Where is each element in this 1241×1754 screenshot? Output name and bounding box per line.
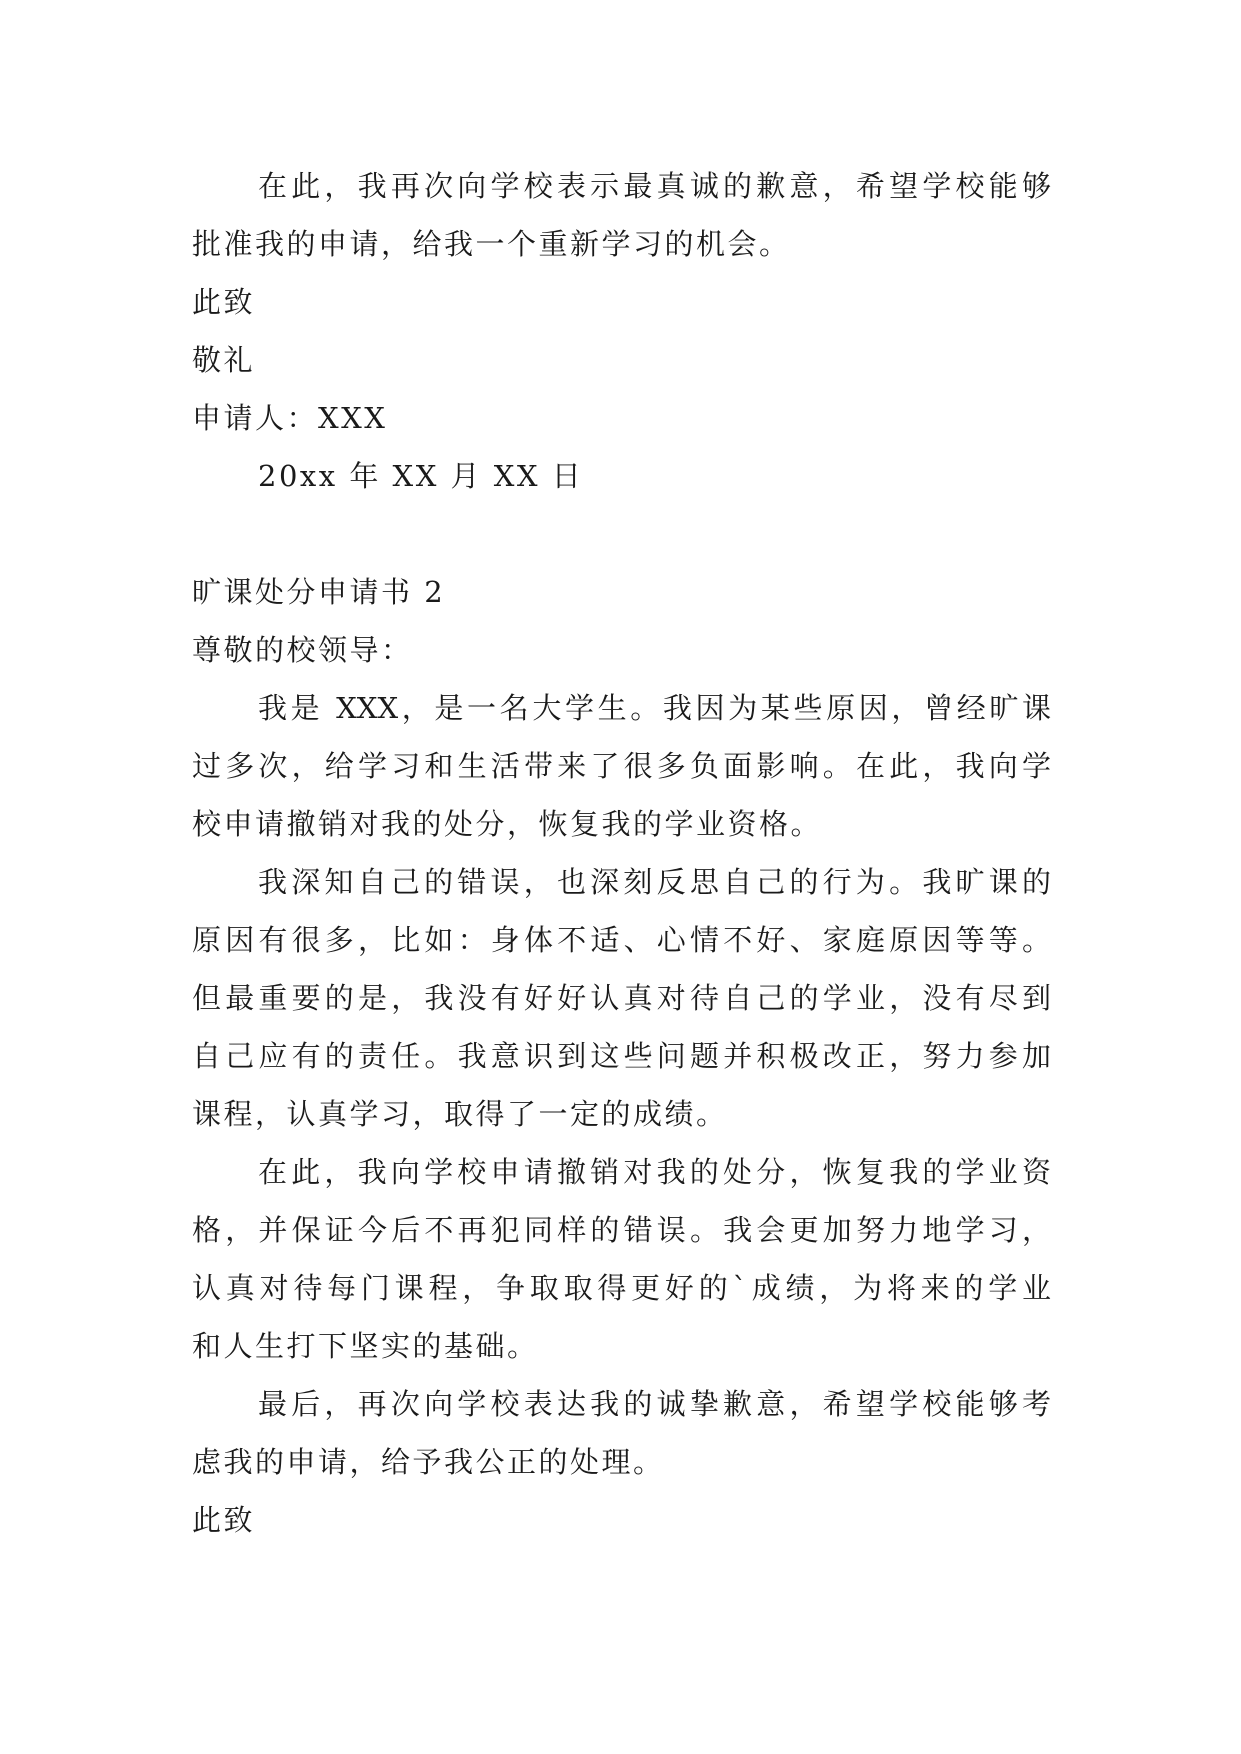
signature-date: 20xx 年 XX 月 XX 日	[258, 459, 584, 493]
salutation-jingli: 敬礼	[192, 343, 256, 377]
paragraph-3-line-1: 在此，我向学校申请撤销对我的处分，恢复我的学业资	[258, 1155, 1051, 1189]
paragraph-4-line-2: 虑我的申请，给予我公正的处理。	[192, 1445, 665, 1479]
letter-greeting: 尊敬的校领导：	[192, 633, 413, 667]
salutation-cizhi: 此致	[192, 285, 256, 319]
paragraph-1-line-1: 我是 XXX，是一名大学生。我因为某些原因，曾经旷课	[258, 691, 1051, 725]
applicant-signature: 申请人：XXX	[192, 401, 388, 435]
paragraph-1-line-3: 校申请撤销对我的处分，恢复我的学业资格。	[192, 807, 823, 841]
paragraph-3-line-4: 和人生打下坚实的基础。	[192, 1329, 539, 1363]
paragraph-2-line-4: 自己应有的责任。我意识到这些问题并积极改正，努力参加	[192, 1039, 1051, 1073]
salutation-cizhi-2: 此致	[192, 1503, 256, 1537]
paragraph-1-line-2: 过多次，给学习和生活带来了很多负面影响。在此，我向学	[192, 749, 1051, 783]
paragraph-2-line-5: 课程，认真学习，取得了一定的成绩。	[192, 1097, 728, 1131]
paragraph-3-line-3: 认真对待每门课程，争取取得更好的`成绩，为将来的学业	[192, 1271, 1051, 1305]
paragraph-2-line-1: 我深知自己的错误，也深刻反思自己的行为。我旷课的	[258, 865, 1051, 899]
letter-title: 旷课处分申请书 2	[192, 575, 446, 609]
paragraph-4-line-1: 最后，再次向学校表达我的诚挚歉意，希望学校能够考	[258, 1387, 1051, 1421]
closing-paragraph-line-1: 在此，我再次向学校表示最真诚的歉意，希望学校能够	[258, 169, 1051, 203]
closing-paragraph-line-2: 批准我的申请，给我一个重新学习的机会。	[192, 227, 791, 261]
paragraph-2-line-3: 但最重要的是，我没有好好认真对待自己的学业，没有尽到	[192, 981, 1051, 1015]
paragraph-2-line-2: 原因有很多，比如：身体不适、心情不好、家庭原因等等。	[192, 923, 1051, 957]
paragraph-3-line-2: 格，并保证今后不再犯同样的错误。我会更加努力地学习，	[192, 1213, 1051, 1247]
